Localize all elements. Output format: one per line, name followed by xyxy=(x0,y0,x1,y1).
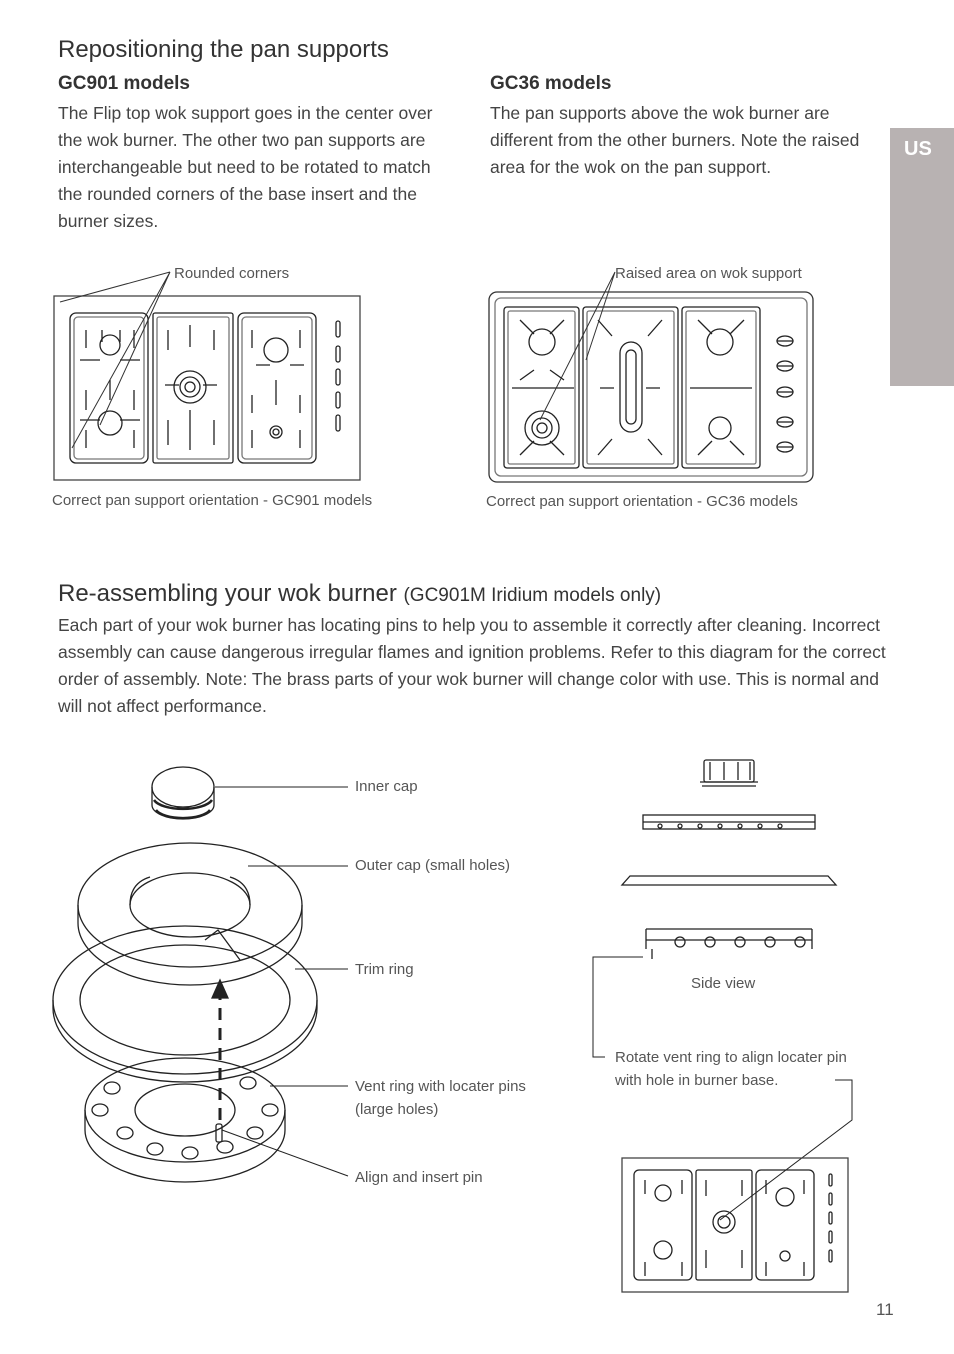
gc901-knob xyxy=(336,392,340,408)
gc36-text: The pan supports above the wok burner are different from the other burners. Note the raised area for the wok on the pan support. xyxy=(490,103,860,177)
vent-ring-label: Vent ring with locater pins (large holes) xyxy=(355,1078,526,1118)
gc901-text: The Flip top wok support goes in the center over the wok burner. The other two pan supports are interchangeable but need to be rotated to match the rounded corners of the base insert and the burner sizes. xyxy=(58,103,433,231)
gc901-heading: GC901 models xyxy=(58,73,190,94)
language-tab-label: US xyxy=(904,138,932,160)
outer-cap-label: Outer cap (small holes) xyxy=(355,857,511,874)
wok-burner-title-note: (GC901M Iridium models only) xyxy=(403,585,662,606)
gc901-knob xyxy=(336,369,340,385)
gc901-knob xyxy=(336,321,340,337)
rotate-vent-ring-label: Rotate vent ring to align locater pin with hole in burner base. xyxy=(615,1049,847,1089)
gc901-burner-left-rear xyxy=(100,335,120,355)
side-view-label: Side view xyxy=(691,975,756,992)
rounded-corners-callout: Rounded corners xyxy=(174,265,290,282)
inner-cap-label: Inner cap xyxy=(355,778,418,795)
gc901-knob xyxy=(336,346,340,362)
raised-area-callout: Raised area on wok support xyxy=(615,265,802,282)
section-title-wok-burner xyxy=(58,580,661,608)
gc901-wok-burner xyxy=(174,371,206,403)
wok-burner-title: Re-assembling your wok burner xyxy=(58,580,397,607)
locater-pin xyxy=(216,1124,222,1142)
section-title-pan-supports: Repositioning the pan supports xyxy=(58,36,389,63)
cooktop-diagrams xyxy=(0,0,954,540)
gc901-caption: Correct pan support orientation - GC901 models xyxy=(52,492,373,509)
gc901-cooktop-illustration xyxy=(54,272,360,480)
gc36-burner-right-front xyxy=(709,417,731,439)
gc36-burner-left-rear xyxy=(529,329,555,355)
page-number: 11 xyxy=(876,1300,894,1319)
gc36-burner-right-rear xyxy=(707,329,733,355)
vent-ring-illustration xyxy=(85,1058,285,1182)
gc36-knobs xyxy=(777,336,793,452)
gc901-burner-right-rear xyxy=(264,338,288,362)
bottom-cooktop-illustration xyxy=(622,1158,848,1292)
gc36-heading: GC36 models xyxy=(490,73,612,94)
side-view-illustration xyxy=(622,760,836,959)
trim-ring-illustration xyxy=(53,926,317,1082)
inner-cap-illustration xyxy=(152,767,214,819)
gc901-burner-right-front xyxy=(270,426,282,438)
gc901-knob xyxy=(336,415,340,431)
align-pin-label: Align and insert pin xyxy=(355,1169,483,1186)
gc36-caption: Correct pan support orientation - GC36 models xyxy=(486,493,798,510)
gc36-cooktop-illustration xyxy=(489,272,813,482)
wok-burner-text: Each part of your wok burner has locating pins to help you to assemble it correctly after cleaning. Incorrect assembly can cause dangerous irregular flames and ignition problems. Refer to this diagram for the correct order of assembly. Note: The brass parts of your wok burner will change color with use. This is normal and will not affect performance. xyxy=(58,615,886,716)
outer-cap-illustration xyxy=(78,843,302,985)
trim-ring-label: Trim ring xyxy=(355,961,414,978)
gc36-wok-burner-oval xyxy=(620,342,642,432)
gc901-burner-left-front xyxy=(98,411,122,435)
